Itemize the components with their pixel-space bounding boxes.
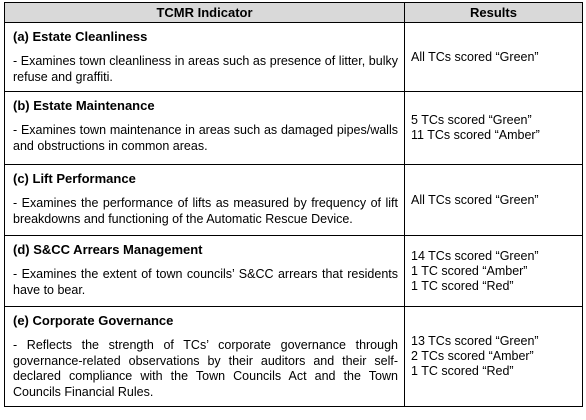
indicator-title: (a) Estate Cleanliness (13, 29, 148, 44)
result-line: 5 TCs scored “Green” (411, 113, 532, 127)
indicator-cell (5, 236, 405, 307)
indicator-cell (5, 307, 405, 407)
indicator-description: - Examines town cleanliness in areas such as presence of litter, bulky refuse and graffiti. (13, 54, 398, 84)
table-row (5, 23, 583, 92)
result-line: All TCs scored “Green” (411, 192, 539, 207)
table-row (5, 307, 583, 407)
indicator-title: (e) Corporate Governance (13, 313, 174, 328)
result-line: 1 TC scored “Red” (411, 278, 514, 293)
result-line: 2 TCs scored “Amber” (411, 349, 534, 363)
results-cell (405, 236, 583, 307)
result-line: 1 TC scored “Amber” (411, 263, 528, 278)
tcmr-table-container (4, 2, 582, 407)
tcmr-indicator-table (4, 2, 583, 407)
indicator-cell (5, 165, 405, 236)
header-indicator: TCMR Indicator (5, 3, 405, 23)
table-row (5, 236, 583, 307)
table-row (5, 165, 583, 236)
results-cell (405, 92, 583, 165)
indicator-description: - Examines the performance of lifts as measured by frequency of lift breakdowns and functioning of the Automatic Rescue Device. (13, 196, 398, 226)
table-row (5, 92, 583, 165)
result-line: All TCs scored “Green” (411, 49, 539, 64)
indicator-title: (c) Lift Performance (13, 171, 136, 186)
results-cell (405, 165, 583, 236)
result-line: 13 TCs scored “Green” (411, 334, 539, 348)
result-line: 1 TC scored “Red” (411, 364, 514, 378)
header-results: Results (405, 3, 583, 23)
indicator-title: (b) Estate Maintenance (13, 98, 155, 113)
indicator-description: - Examines town maintenance in areas such as damaged pipes/walls and obstructions in common areas. (13, 123, 398, 153)
table-header-row (5, 3, 583, 23)
result-line: 11 TCs scored “Amber” (411, 128, 540, 142)
results-cell (405, 23, 583, 92)
results-cell (405, 307, 583, 407)
indicator-cell (5, 23, 405, 92)
indicator-description: - Reflects the strength of TCs’ corporate governance through governance-related observations by their auditors and their self-declared compliance with the Town Councils Act and the Town Councils Financial Rules. (13, 338, 398, 399)
result-line: 14 TCs scored “Green” (411, 248, 539, 263)
indicator-cell (5, 92, 405, 165)
indicator-title: (d) S&CC Arrears Management (13, 242, 203, 257)
indicator-description: - Examines the extent of town councils’ S&CC arrears that residents have to bear. (13, 267, 398, 297)
